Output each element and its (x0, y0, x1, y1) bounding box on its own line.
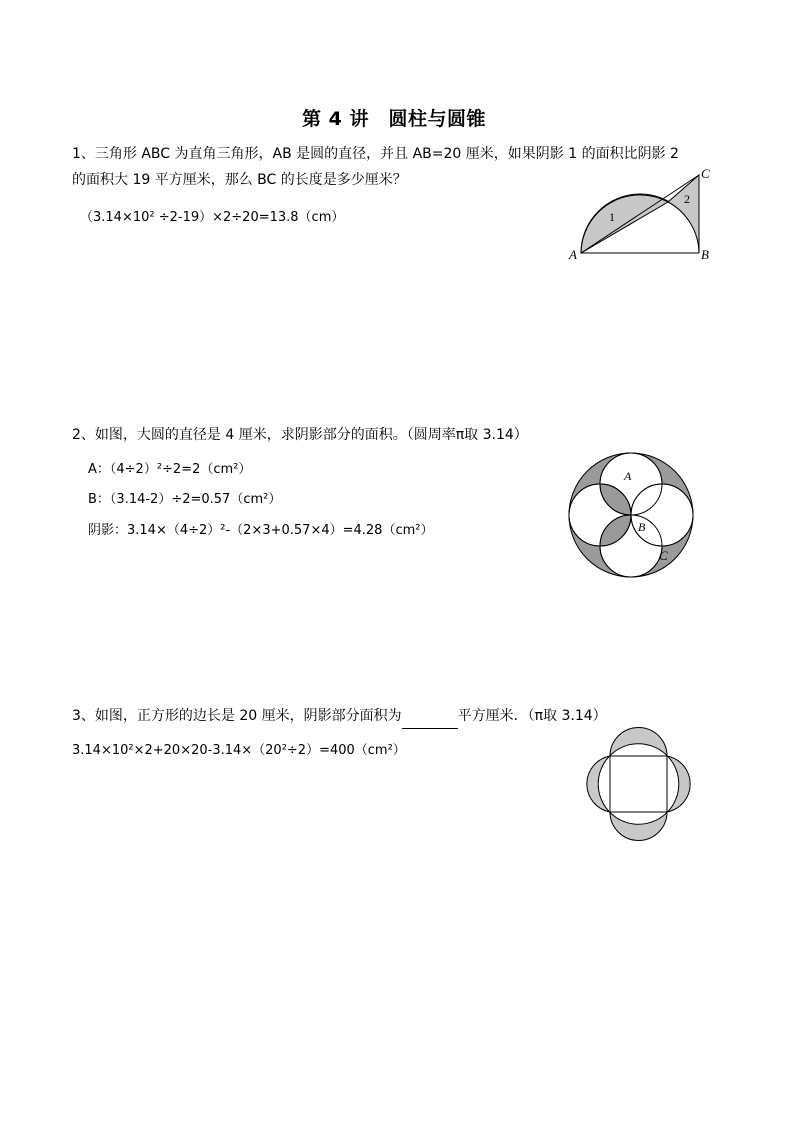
q1-label-b: B (701, 247, 709, 262)
q2-solution-shade: 阴影：3.14×（4÷2）²-（2×3+0.57×4）=4.28（cm²） (88, 523, 434, 538)
q2-solution-a: A：（4÷2）²÷2=2（cm²） (88, 462, 252, 477)
q2-label-b: B (638, 520, 646, 534)
q3-text-part2: 平方厘米．（π取 3.14） (457, 708, 607, 724)
q3-text-part1: 3、如图，正方形的边长是 20 厘米，阴影部分面积为 (72, 708, 402, 724)
q1-solution: （3.14×10² ÷2-19）×2÷20=13.8（cm） (80, 210, 345, 225)
q1-text-line1: 1、三角形 ABC 为直角三角形，AB 是圆的直径，并且 AB=20 厘米，如果阴影 1 的面积比阴影 2 (72, 146, 679, 162)
q3-text-line1 (72, 703, 607, 729)
q1-figure (565, 165, 725, 265)
q3-solution: 3.14×10²×2+20×20-3.14×（20²÷2）=400（cm²） (72, 743, 406, 758)
q1-shade-2 (668, 175, 699, 253)
q1-text-line2: 的面积大 19 平方厘米，那么 BC 的长度是多少厘米？ (72, 172, 407, 188)
q3-figure (580, 728, 700, 840)
page-title: 第 4 讲 圆柱与圆锥 (302, 108, 486, 130)
q2-solution-b: B：（3.14-2）÷2=0.57（cm²） (88, 492, 282, 507)
q2-figure (566, 450, 696, 580)
q1-label-c: C (701, 166, 710, 181)
q1-label-shade2: 2 (684, 192, 690, 206)
q1-label-shade1: 1 (609, 210, 615, 224)
q1-label-a: A (569, 247, 577, 262)
q3-answer-blank (402, 712, 458, 729)
q2-label-c: C (659, 548, 668, 563)
q2-label-a: A (624, 469, 632, 483)
q2-text-line1: 2、如图，大圆的直径是 4 厘米，求阴影部分的面积。（圆周率π取 3.14） (72, 427, 528, 443)
